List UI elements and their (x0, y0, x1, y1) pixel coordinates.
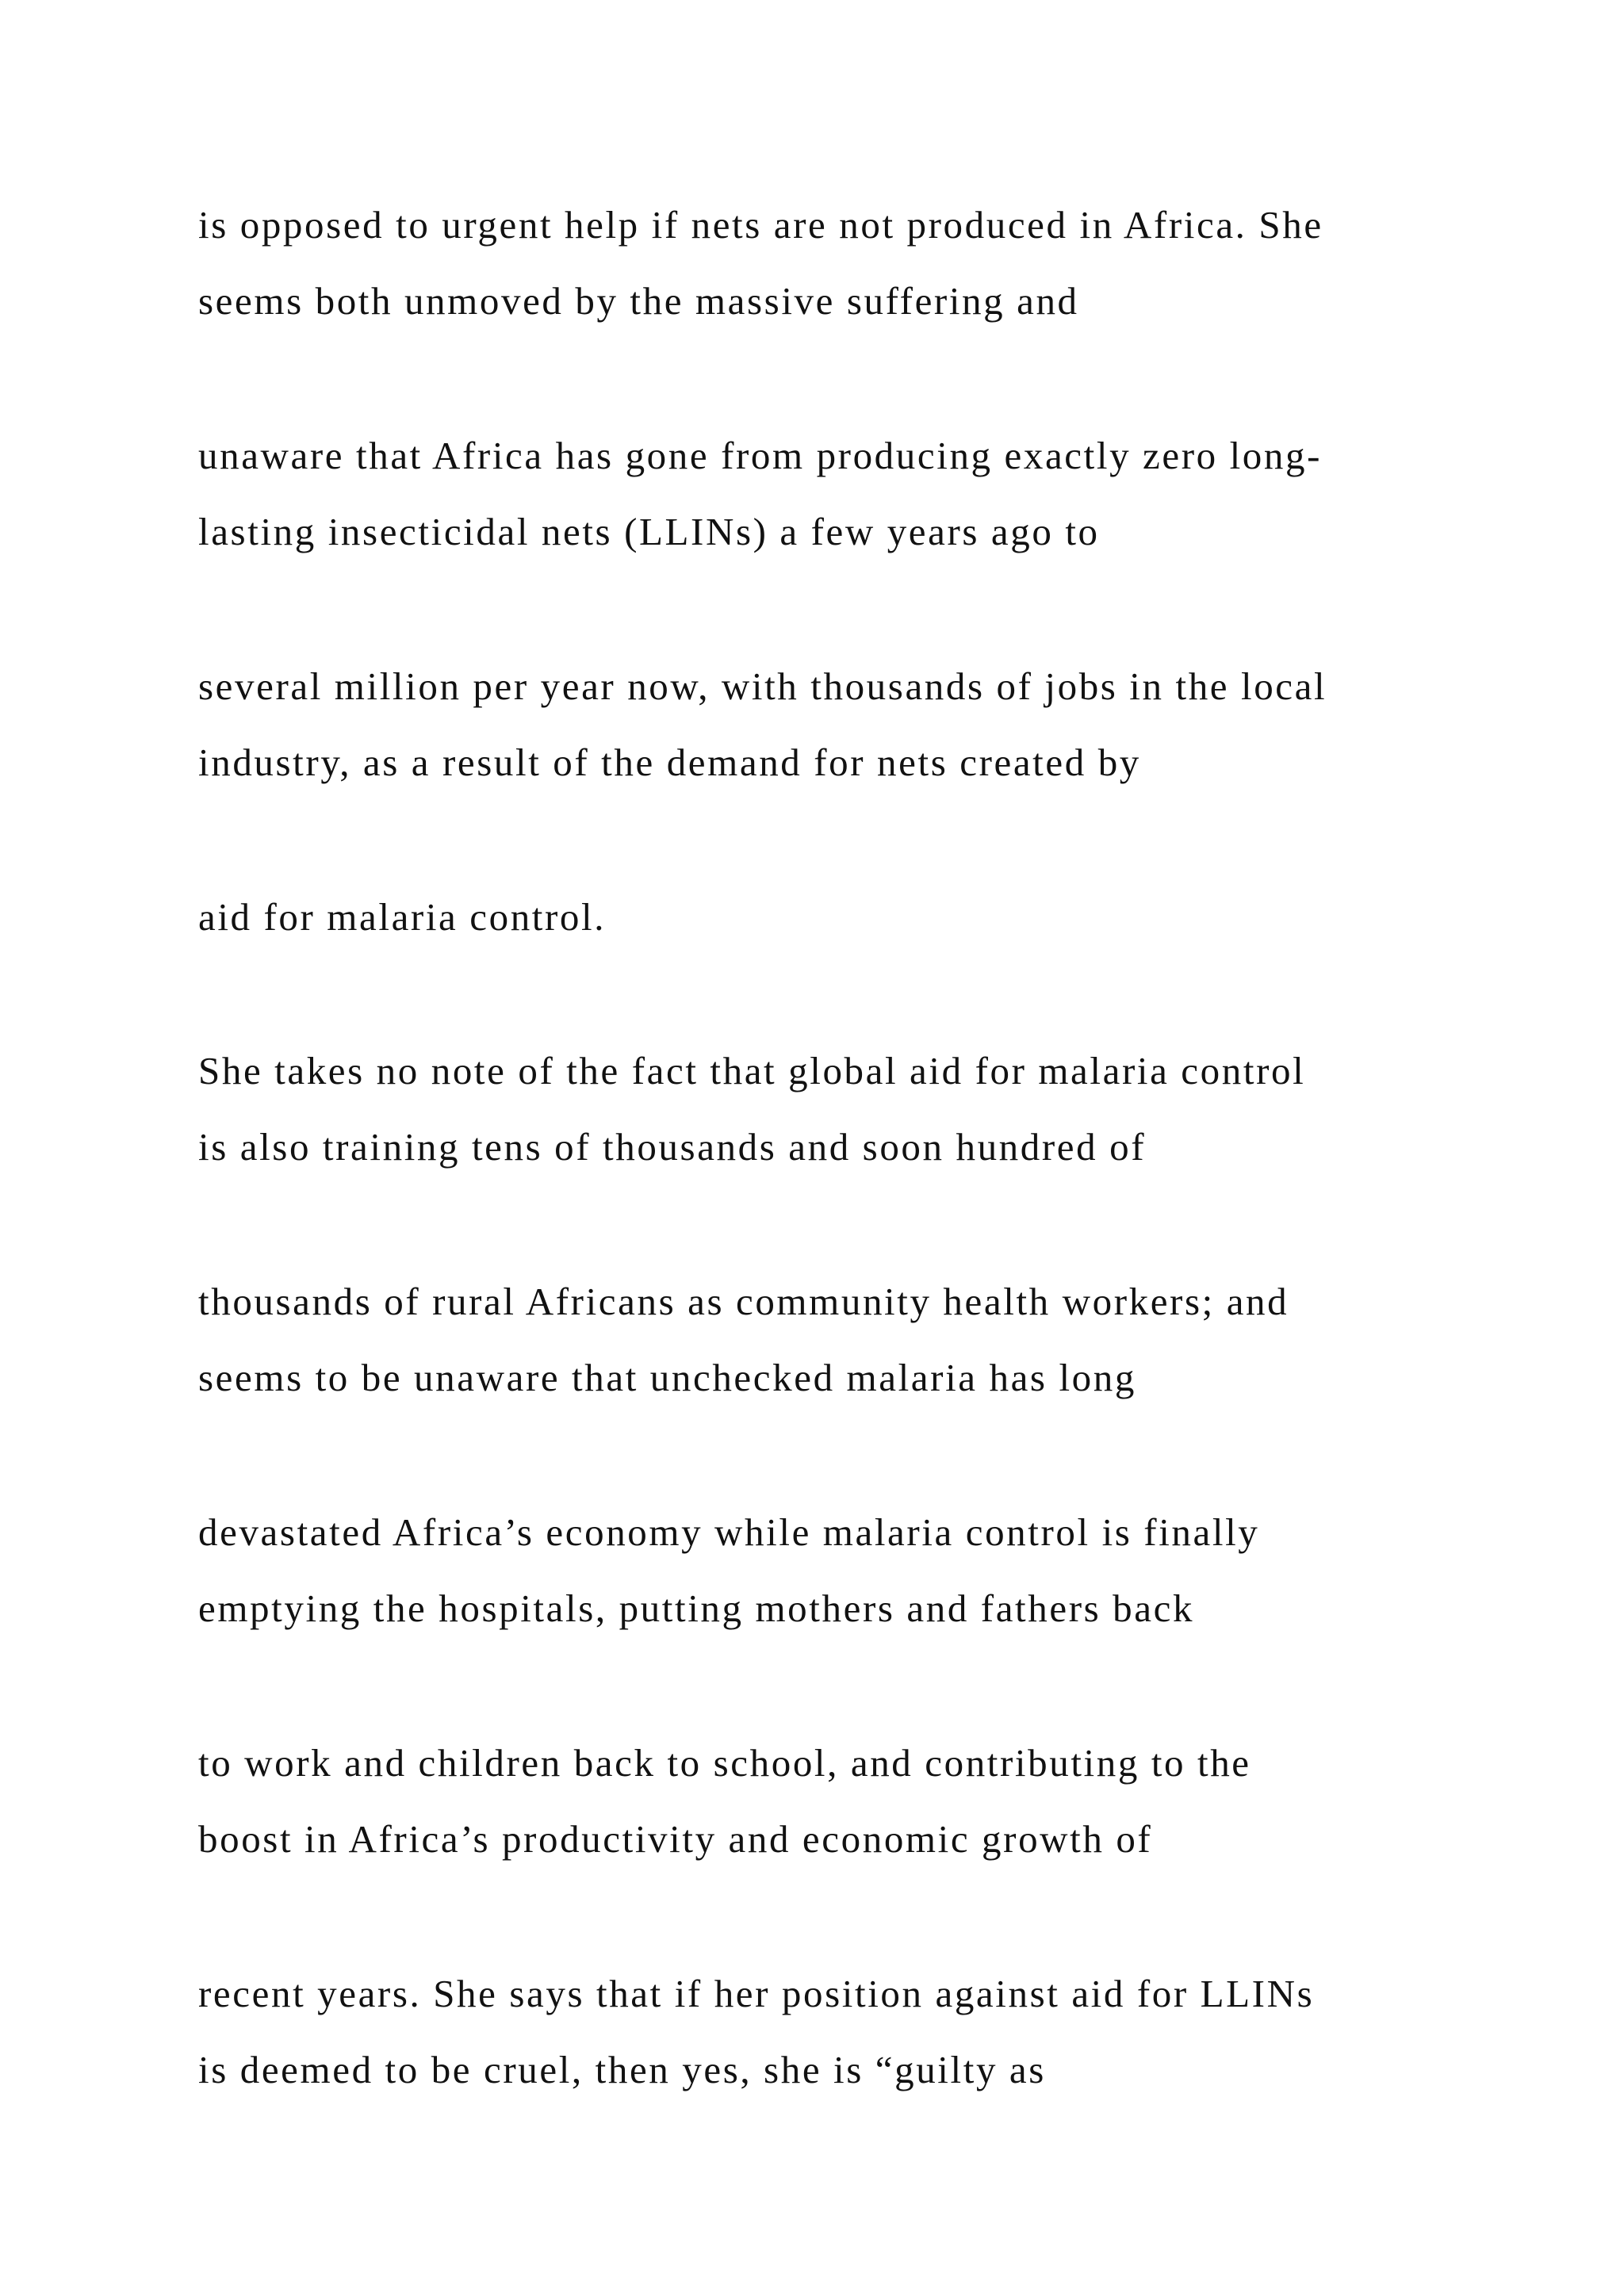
text-block (198, 1033, 1499, 1185)
text-block (198, 1264, 1499, 1416)
text-block (198, 418, 1499, 570)
text-line: thousands of rural Africans as community health workers; and (198, 1280, 1289, 1323)
text-block (198, 649, 1499, 801)
text-line: to work and children back to school, and contributing to the (198, 1741, 1251, 1785)
text-line: devastated Africa’s economy while malaria control is finally (198, 1510, 1260, 1554)
text-block (198, 187, 1499, 339)
text-block (198, 879, 1499, 955)
text-line: seems to be unaware that unchecked malaria has long (198, 1356, 1136, 1399)
text-line: is opposed to urgent help if nets are not produced in Africa. She (198, 203, 1323, 247)
text-line: industry, as a result of the demand for nets created by (198, 740, 1141, 784)
text-block (198, 1494, 1499, 1647)
text-line: seems both unmoved by the massive suffering and (198, 279, 1079, 323)
text-line: aid for malaria control. (198, 895, 607, 939)
text-line: is deemed to be cruel, then yes, she is “guilty as (198, 2048, 1046, 2091)
text-block (198, 1956, 1499, 2108)
text-block (198, 1725, 1499, 1877)
text-line: unaware that Africa has gone from producing exactly zero long- (198, 434, 1323, 477)
text-line: several million per year now, with thousands of jobs in the local (198, 664, 1327, 708)
text-line: recent years. She says that if her position against aid for LLINs (198, 1972, 1315, 2015)
text-line: boost in Africa’s productivity and economic growth of (198, 1817, 1153, 1861)
text-line: is also training tens of thousands and soon hundred of (198, 1125, 1147, 1169)
text-line: emptying the hospitals, putting mothers and fathers back (198, 1586, 1195, 1630)
text-line: lasting insecticidal nets (LLINs) a few years ago to (198, 510, 1100, 553)
text-line: She takes no note of the fact that global aid for malaria control (198, 1049, 1306, 1093)
